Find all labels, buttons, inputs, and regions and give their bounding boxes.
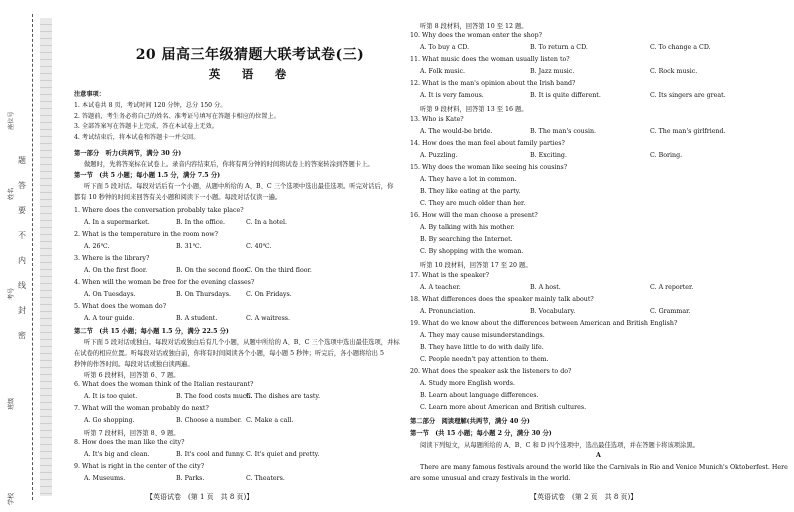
option-b: B. A host. xyxy=(530,284,561,291)
notes-block xyxy=(74,90,364,144)
option-b: B. The man's cousin. xyxy=(530,128,597,135)
listen-instruction: 听第 7 段材料，回答第 8、9 题。 xyxy=(84,430,180,437)
question-stem: 19. What do we know about the differences between American and British English? xyxy=(410,320,678,327)
option-b: B. Jazz music. xyxy=(530,68,575,75)
option-a: A. On Tuesdays. xyxy=(84,291,136,298)
question-stem: 10. Why does the woman enter the shop? xyxy=(410,32,543,39)
option-b: B. Learn about language differences. xyxy=(420,392,539,399)
option-c: C. They are much older than her. xyxy=(420,200,526,207)
option-b: B. 31℃. xyxy=(176,243,202,250)
option-c: C. A reporter. xyxy=(650,284,694,291)
option-b: B. The food costs much. xyxy=(176,393,253,400)
option-a: A. It is very famous. xyxy=(420,92,484,99)
page1-footer: 【英语试卷 (第 1 页 共 8 页)】 xyxy=(146,493,254,501)
option-a: A. Museums. xyxy=(84,475,126,482)
seal-char: 要 xyxy=(18,206,26,215)
section2-text: 秒钟的作答时间。每段对话或独白读两遍。 xyxy=(74,361,194,368)
option-a: A. By talking with his mother. xyxy=(420,224,515,231)
option-a: A. To buy a CD. xyxy=(420,44,470,51)
listen-instruction: 听第 10 段材料，回答第 17 至 20 题。 xyxy=(420,262,532,269)
seal-char: 不 xyxy=(18,231,26,240)
passage-label: A xyxy=(596,452,601,459)
option-b: B. Vocabulary. xyxy=(530,308,576,315)
option-b: B. To return a CD. xyxy=(530,44,588,51)
option-a: A. Folk music. xyxy=(420,68,465,75)
option-a: A. On the first floor. xyxy=(84,267,148,274)
passage-text: There are many famous festivals around the world like the Carnivals in Rio and Venice Munich's Oktoberfest. Here xyxy=(420,464,788,471)
seal-char: 内 xyxy=(18,256,26,265)
question-stem: 3. Where is the library? xyxy=(74,255,150,262)
option-c: C. 40℃. xyxy=(246,243,272,250)
seal-line xyxy=(32,14,33,500)
passage-text: are some unusual and crazy festivals in the world. xyxy=(410,475,571,482)
option-c: C. Rock music. xyxy=(650,68,698,75)
option-a: A. Pronunciation. xyxy=(420,308,476,315)
option-c: C. Its singers are great. xyxy=(650,92,726,99)
page2-footer: 【英语试卷 (第 2 页 共 8 页)】 xyxy=(530,493,638,501)
option-b: B. Choose a number. xyxy=(176,417,242,424)
question-stem: 16. How will the man choose a present? xyxy=(410,212,538,219)
binding-bar xyxy=(40,18,52,496)
note-item: 3. 全部答案写在答题卡上完成，答在本试卷上无效。 xyxy=(74,123,218,131)
question-stem: 20. What does the speaker ask the listeners to do? xyxy=(410,368,572,375)
question-stem: 15. Why does the woman like seeing his cousins? xyxy=(410,164,568,171)
question-stem: 14. How does the man feel about family parties? xyxy=(410,140,565,147)
option-a: A. Puzzling. xyxy=(420,152,458,159)
option-c: C. Theaters. xyxy=(246,475,285,482)
section2-text: 在试卷的相应位置。听每段对话或独白前，你将有时间阅读各个小题，每小题 5 秒钟；听完后，各小题将给出 5 xyxy=(74,350,384,357)
section1-heading: 第一节 (共 5 小题；每小题 1.5 分，满分 7.5 分) xyxy=(74,172,221,179)
option-b: B. In the office. xyxy=(176,219,226,226)
exam-title: 20 届高三年级猜题大联考试卷(三) xyxy=(135,47,365,63)
option-c: C. The dishes are tasty. xyxy=(246,393,321,400)
option-a: A. They have a lot in common. xyxy=(420,176,517,183)
option-b: B. On the second floor. xyxy=(176,267,249,274)
part1-instruction: 做题时，先将答案标在试卷上。录音内容结束后，你将有两分钟的时间将试卷上的答案转涂到答题卡上。 xyxy=(84,161,374,168)
option-b: B. They like eating at the party. xyxy=(420,188,521,195)
option-c: C. Learn more about American and British cultures. xyxy=(420,404,587,411)
option-c: C. On the third floor. xyxy=(246,267,312,274)
part2-heading: 第二部分 阅读理解(共两节，满分 40 分) xyxy=(410,418,530,425)
listen-instruction: 听第 9 段材料，回答第 13 至 16 题。 xyxy=(420,106,528,113)
question-stem: 13. Who is Kate? xyxy=(410,116,464,123)
note-item: 1. 本试卷共 8 页，考试时间 120 分钟，总分 150 分。 xyxy=(74,101,227,109)
option-c: C. Grammar. xyxy=(650,308,691,315)
option-a: A. 26℃. xyxy=(84,243,110,250)
option-b: B. On Thursdays. xyxy=(176,291,231,298)
section2-text: 听下面 5 段对话或独白。每段对话或独白后有几个小题，从题中所给的 A、B、C 三个选项中选出最佳选项，并标 xyxy=(84,339,400,346)
seal-char: 题 xyxy=(18,156,26,165)
question-stem: 6. What does the woman think of the Italian restaurant? xyxy=(74,381,254,388)
question-stem: 2. What is the temperature in the room now? xyxy=(74,231,219,238)
section1-text: 听下面 5 段对话。每段对话后有一个小题，从题中所给的 A、B、C 三个选项中选出最佳选项。听完对话后，你 xyxy=(84,183,394,190)
question-stem: 1. Where does the conversation probably take place? xyxy=(74,207,244,214)
seat-number-field: 座位号 xyxy=(8,111,15,130)
option-c: C. In a hotel. xyxy=(246,219,288,226)
question-stem: 11. What music does the woman usually listen to? xyxy=(410,56,570,63)
notes-heading: 注意事项： xyxy=(74,91,105,98)
section2-heading: 第二节 (共 15 小题；每小题 1.5 分，满分 22.5 分) xyxy=(74,328,229,335)
option-b: B. Parks. xyxy=(176,475,205,482)
option-c: C. The man's girlfriend. xyxy=(650,128,726,135)
option-a: A. It is too quiet. xyxy=(84,393,138,400)
option-c: C. By shopping with the woman. xyxy=(420,248,524,255)
seal-char: 答 xyxy=(18,181,26,190)
option-c: C. Make a call. xyxy=(246,417,294,424)
note-item: 2. 答题前，考生务必将自己的姓名、准考证号填写在答题卡相应的位置上。 xyxy=(74,112,280,120)
question-stem: 5. What does the woman do? xyxy=(74,303,167,310)
option-a: A. A tour guide. xyxy=(84,315,135,322)
note-item: 4. 考试结束后，将本试卷和答题卡一并交回。 xyxy=(74,134,200,142)
option-c: C. On Fridays. xyxy=(246,291,292,298)
option-a: A. It's big and clean. xyxy=(84,451,150,458)
option-c: C. To change a CD. xyxy=(650,44,711,51)
option-b: B. It's cool and funny. xyxy=(176,451,245,458)
part2-instruction: 阅读下列短文，从每题所给的 A、B、C 和 D 四个选项中，选出最佳选项，并在答题卡将该项涂黑。 xyxy=(420,442,699,449)
option-a: A. The would-be bride. xyxy=(420,128,493,135)
option-c: C. Boring. xyxy=(650,152,683,159)
question-stem: 7. What will the woman probably do next? xyxy=(74,405,209,412)
exam-number-field: 考号 xyxy=(8,287,15,300)
option-c: C. It's quiet and pretty. xyxy=(246,451,320,458)
option-a: A. Go shopping. xyxy=(84,417,135,424)
part2-section1-heading: 第一节 (共 15 小题；每小题 2 分，满分 30 分) xyxy=(410,430,552,437)
option-a: A. In a supermarket. xyxy=(84,219,150,226)
class-field: 班级 xyxy=(8,397,15,410)
listen-instruction: 听第 8 段材料，回答第 10 至 12 题。 xyxy=(420,23,528,30)
question-stem: 12. What is the man's opinion about the Irish band? xyxy=(410,80,576,87)
question-stem: 17. What is the speaker? xyxy=(410,272,490,279)
part1-heading: 第一部分 听力(共两节，满分 30 分) xyxy=(74,150,182,157)
option-b: B. They have little to do with daily life. xyxy=(420,344,544,351)
section1-text: 都有 10 秒钟的时间来回答有关小题和阅读下一小题。每段对话仅读一遍。 xyxy=(74,194,282,201)
option-b: B. It is quite different. xyxy=(530,92,601,99)
option-b: B. By searching the Internet. xyxy=(420,236,513,243)
seal-char: 封 xyxy=(18,306,26,315)
question-stem: 18. What differences does the speaker mainly talk about? xyxy=(410,296,594,303)
question-stem: 9. What is right in the center of the city? xyxy=(74,463,205,470)
option-c: C. People needn't pay attention to them. xyxy=(420,356,549,363)
option-b: B. A student. xyxy=(176,315,218,322)
listen-instruction: 听第 6 段材料，回答第 6、7 题。 xyxy=(84,372,180,379)
option-a: A. They may cause misunderstandings. xyxy=(420,332,545,339)
option-b: B. Exciting. xyxy=(530,152,567,159)
school-field: 学校 xyxy=(8,492,15,505)
option-c: C. A waitress. xyxy=(246,315,291,322)
name-field: 姓名 xyxy=(8,187,15,200)
binding-margin xyxy=(0,0,64,512)
option-a: A. Study more English words. xyxy=(420,380,515,387)
seal-char: 线 xyxy=(18,281,26,290)
option-a: A. A teacher. xyxy=(420,284,461,291)
question-stem: 8. How does the man like the city? xyxy=(74,439,185,446)
subject-title: 英 语 卷 xyxy=(208,67,292,81)
seal-char: 密 xyxy=(18,331,26,340)
question-stem: 4. When will the woman be free for the evening classes? xyxy=(74,279,255,286)
